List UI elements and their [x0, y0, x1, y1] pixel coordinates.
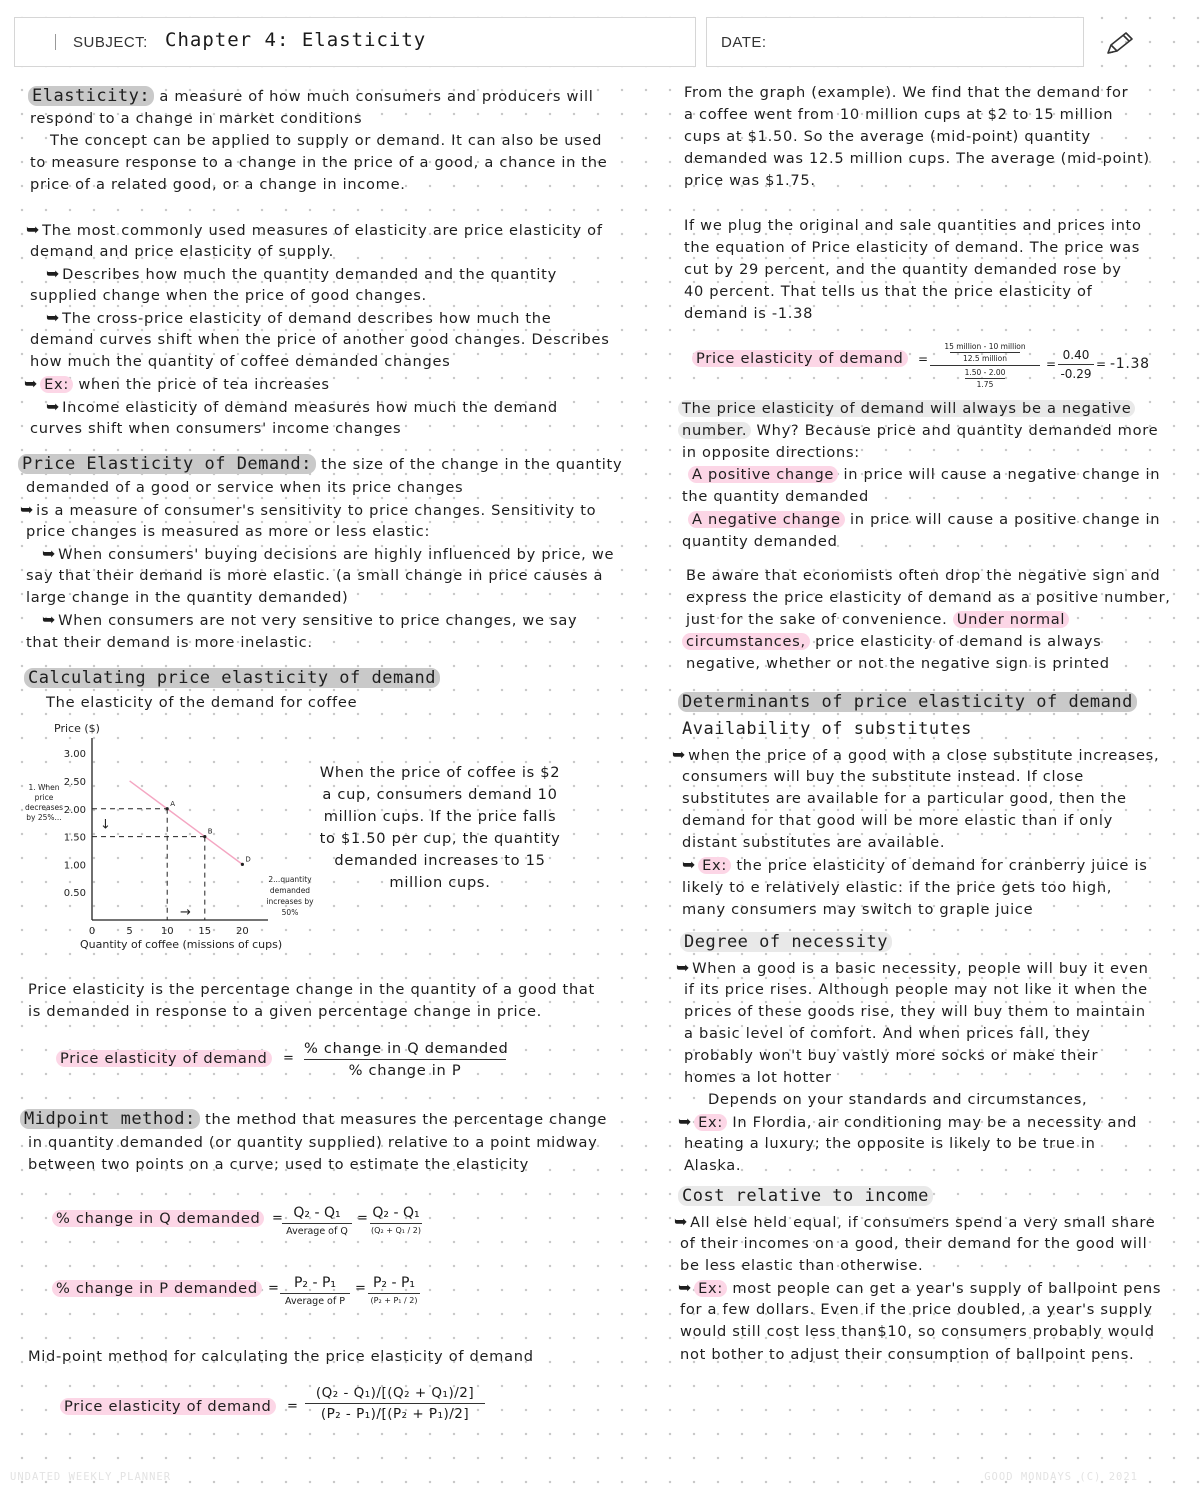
arrow-icon: ➥: [682, 855, 697, 874]
fq-eq: =: [272, 1211, 284, 1226]
inelastic-line2: that their demand is more inelastic.: [26, 634, 313, 651]
elastic-text: When consumers' buying decisions are highly influenced by price, we: [58, 546, 615, 563]
date-label: DATE:: [721, 34, 767, 51]
y-tick-label: 2.50: [63, 776, 86, 788]
aware-text: just for the sake of convenience.: [686, 611, 953, 628]
x-tick-label: 0: [88, 926, 96, 937]
plug-line1: If we plug the original and sale quantities and prices into: [684, 217, 1142, 234]
arrow-icon: ➥: [20, 500, 35, 519]
cost-ex-text: most people can get a year's supply of ballpoint pens: [726, 1280, 1162, 1297]
pe-def-line1: Price elasticity is the percentage change in the quantity of a good that: [28, 981, 595, 998]
f3-label-text: Price elasticity of demand: [60, 1398, 276, 1415]
positive-change-hl: A positive change: [688, 466, 838, 483]
chart-title: The elasticity of the demand for coffee: [46, 694, 358, 711]
elastic-line3: large change in the quantity demanded): [26, 589, 349, 606]
cross-price-line2: demand curves shift when the price of another good changes. Describes: [30, 331, 610, 348]
negative-change-line1: [688, 509, 1160, 531]
cross-price-line3: how much the quantity of coffee demanded changes: [30, 353, 451, 370]
need-line2: if its price rises. Although people may not like it when the: [684, 981, 1148, 998]
fq-den2: (Q₂ + Q₁ / 2): [371, 1226, 421, 1235]
ped-term: Price Elasticity of Demand:: [18, 454, 316, 474]
cost-line1: [674, 1211, 1155, 1234]
f3-num: (Q₂ - Q₁)/[(Q₂ + Q₁)/2]: [315, 1385, 475, 1401]
f3-den: (P₂ - P₁)/[(P₂ + P₁)/2]: [320, 1406, 470, 1422]
x-tick-label: 5: [126, 926, 133, 937]
negative-text-rest: Why? Because price and quantity demanded more: [751, 422, 1159, 439]
ex-text: when the price of tea increases: [72, 376, 330, 393]
point-label: B: [207, 827, 213, 836]
aware-line5: negative, whether or not the negative sign is printed: [686, 655, 1110, 672]
arrow-icon: ➥: [46, 308, 61, 327]
elasticity-def-text: a measure of how much consumers and producers will: [154, 88, 594, 105]
fq-label-text: % change in Q demanded: [52, 1210, 264, 1227]
need-heading-line: [680, 931, 892, 954]
price-note-line: decreases: [24, 803, 64, 812]
calc-eq: =: [918, 352, 929, 366]
graph-line3: cups at $1.50. So the average (mid-point) quantity: [684, 128, 1091, 145]
concept-line3: price of a related good, or a change in income.: [30, 176, 406, 193]
y-tick-label: 1.00: [63, 860, 86, 872]
negative-text: number.: [678, 422, 751, 439]
avail-ex-line2: likely to e relatively elastic: if the price gets too high,: [682, 879, 1113, 896]
ex-label: Ex:: [694, 1280, 727, 1297]
det-heading-line: [678, 691, 1137, 714]
need-line5: probably won't buy vastly more socks or make their: [684, 1047, 1099, 1064]
aware-text: price elasticity of demand is always: [809, 633, 1102, 650]
aware-line4: [682, 631, 1101, 653]
cost-line3: be less elastic than otherwise.: [680, 1257, 924, 1274]
need-text: When a good is a basic necessity, people will buy it even: [692, 960, 1149, 977]
negative-line1: [678, 398, 1135, 420]
chart-note-line: a cup, consumers demand 10: [322, 786, 558, 803]
qty-note-line: demanded: [269, 886, 311, 895]
chart-note-line: to $1.50 per cup, the quantity: [319, 830, 561, 847]
aware-line2: express the price elasticity of demand as a positive number,: [686, 589, 1171, 606]
midpoint-term: Midpoint method:: [20, 1109, 200, 1129]
need-line4: a basic level of comfort. And when prices fall, they: [684, 1025, 1091, 1042]
arrow-icon: ➥: [676, 958, 691, 977]
cost-line2: of their incomes on a good, their demand for the good will: [680, 1235, 1148, 1252]
common-measures-text: The most commonly used measures of elasticity are price elasticity of: [42, 222, 603, 239]
fp-eq2: =: [355, 1281, 367, 1296]
arrow-icon: ➥: [24, 374, 39, 393]
fq-num2: Q₂ - Q₁: [372, 1205, 420, 1221]
price-note-line: 1. When: [28, 783, 60, 792]
need-ex-line2: heating a luxury; the opposite is likely to be true in: [684, 1135, 1096, 1152]
avail-line5: distant substitutes are available.: [682, 834, 946, 851]
x-tick-label: 20: [236, 926, 249, 937]
income-text: Income elasticity of demand measures how much the demand: [62, 399, 558, 416]
footer-left: UNDATED WEEKLY PLANNER: [10, 1471, 172, 1483]
qty-note-line: 50%: [281, 908, 299, 917]
fq-num: Q₂ - Q₁: [293, 1205, 341, 1221]
fraction-bar: [950, 352, 1020, 353]
qty-note-line: 2...quantity: [268, 875, 312, 884]
fq-eq2: =: [357, 1211, 369, 1226]
avail-line3: substitutes are available for a particular good, then the: [682, 790, 1127, 807]
chart-note-line: When the price of coffee is $2: [319, 764, 561, 781]
calc-qden: 12.5 million: [962, 354, 1008, 363]
avail-line1: [672, 744, 1159, 767]
det-heading: Determinants of price elasticity of demand: [678, 692, 1137, 712]
negative-change-hl: A negative change: [688, 511, 845, 528]
negative-change-text: in price will cause a positive change in: [844, 511, 1161, 528]
calc-q-fraction: [930, 342, 1040, 363]
elasticity-term: Elasticity:: [28, 86, 154, 106]
sensitivity-line2: price changes is measured as more or less elastic:: [26, 523, 431, 540]
plug-line2: the equation of Price elasticity of demand. The price was: [684, 239, 1141, 256]
calc-eq2: =: [1046, 357, 1057, 371]
describes-line2: supplied change when the price of good changes.: [30, 287, 427, 304]
ped-line2: demanded of a good or service when its price changes: [26, 479, 464, 496]
calc-pnum: 1.50 - 2.00: [964, 368, 1006, 377]
need-line3: prices of these goods rise, they will buy them to maintain: [684, 1003, 1146, 1020]
f3-eq: =: [287, 1399, 299, 1414]
calc-pden: 1.75: [976, 380, 994, 389]
graph-line4: demanded was 12.5 million cups. The average (mid-point): [684, 150, 1150, 167]
pe-def-line2: is demanded in response to a given percentage change in price.: [28, 1003, 543, 1020]
need-line1: [676, 957, 1149, 980]
ex-label: Ex:: [694, 1114, 727, 1131]
positive-change-line2: the quantity demanded: [682, 488, 869, 505]
avail-ex-line3: many consumers may switch to graple juice: [682, 901, 1034, 918]
fq-den: Average of Q: [286, 1226, 348, 1237]
fraction-bar: [1058, 364, 1094, 365]
describes-text: Describes how much the quantity demanded and the quantity: [62, 266, 557, 283]
income-line2: curves shift when consumers' income changes: [30, 420, 402, 437]
chart-note-line: demanded increases to 15: [334, 852, 546, 869]
negative-text: The price elasticity of demand will always be a negative: [678, 400, 1135, 417]
positive-change-text: in price will cause a negative change in: [838, 466, 1161, 483]
plug-line3: cut by 29 percent, and the quantity demanded rose by: [684, 261, 1122, 278]
aware-line1: Be aware that economists often drop the negative sign and: [686, 567, 1161, 584]
midpoint-line2: in quantity demanded (or quantity supplied) relative to a point midway: [28, 1134, 598, 1151]
graph-line2: a coffee went from 10 million cups at $2 to 15 million: [684, 106, 1114, 123]
ped-def-text: the size of the change in the quantity: [315, 456, 623, 473]
need-line7: Depends on your standards and circumstances,: [708, 1091, 1088, 1108]
elasticity-def-line2: respond to a change in market conditions: [30, 110, 363, 127]
plug-line4: 40 percent. That tells us that the price elasticity of: [684, 283, 1093, 300]
elastic-line2: say that their demand is more elastic. (a small change in price causes a: [26, 567, 604, 584]
need-ex-text: In Flordia, air conditioning may be a necessity and: [726, 1114, 1138, 1131]
graph-line1: From the graph (example). We find that the demand for: [684, 84, 1129, 101]
point-label: A: [170, 799, 175, 808]
arrow-icon: ➥: [42, 610, 57, 629]
cost-text: All else held equal, if consumers spend a very small share: [690, 1214, 1156, 1231]
calc-qnum: 15 million - 10 million: [944, 342, 1026, 351]
mid-calc-line: Mid-point method for calculating the price elasticity of demand: [28, 1348, 534, 1365]
fraction-bar: [930, 365, 1040, 366]
need-heading: Degree of necessity: [680, 932, 892, 952]
calc-eq3: =: [1096, 357, 1107, 371]
avail-ex-line1: [682, 854, 1148, 877]
calc-den: -0.29: [1060, 367, 1092, 381]
graph-line5: price was $1.75.: [684, 172, 816, 189]
aware-hl: circumstances,: [682, 633, 810, 650]
cross-price-text: The cross-price elasticity of demand describes how much the: [62, 310, 552, 327]
price-note-line: price: [34, 793, 54, 802]
avail-text: when the price of a good with a close substitute increases,: [688, 747, 1160, 764]
calc-result-fraction: [1058, 348, 1094, 381]
sensitivity-text: is a measure of consumer's sensitivity to price changes. Sensitivity to: [36, 502, 597, 519]
point-label: D: [245, 855, 251, 864]
chart-note-line: million cups. If the price falls: [323, 808, 557, 825]
down-arrow-icon: ↓: [100, 817, 111, 833]
cost-ex-line1: [678, 1277, 1161, 1300]
concept-line1: The concept can be applied to supply or demand. It can also be used: [50, 132, 603, 149]
fp-den2: (P₂ + P₁ / 2): [370, 1296, 418, 1305]
y-tick-label: 1.50: [63, 832, 86, 844]
calc-big-fraction: [930, 342, 1040, 389]
cost-ex-line4: not bother to adjust their consumption of ballpoint pens.: [680, 1346, 1135, 1363]
arrow-icon: ➥: [678, 1278, 693, 1297]
right-arrow-icon: →: [180, 905, 191, 920]
fp-num2: P₂ - P₁: [372, 1275, 416, 1291]
aware-hl: Under normal: [953, 611, 1069, 628]
y-tick-label: 0.50: [63, 888, 86, 900]
midpoint-line3: between two points on a curve; used to estimate the elasticity: [28, 1156, 529, 1173]
arrow-icon: ➥: [46, 264, 61, 283]
calc-num: 0.40: [1062, 348, 1090, 362]
fp-num: P₂ - P₁: [293, 1275, 337, 1291]
need-line6: homes a lot hotter: [684, 1069, 832, 1086]
fp-den: Average of P: [285, 1296, 345, 1307]
need-ex-line3: Alaska.: [684, 1157, 742, 1174]
cost-heading: Cost relative to income: [678, 1186, 933, 1206]
calc-heading: Calculating price elasticity of demand: [24, 668, 440, 688]
avail-line2: consumers will buy the substitute instead. If close: [682, 768, 1084, 785]
plug-line5: demand is -1.38: [684, 305, 814, 322]
arrow-icon: ➥: [46, 397, 61, 416]
arrow-icon: ➥: [42, 544, 57, 563]
fp-label-text: % change in P demanded: [52, 1280, 262, 1297]
price-note-line: by 25%...: [26, 813, 62, 822]
cost-ex-line3: would still cost less than$10, so consumers probably would: [680, 1323, 1155, 1340]
fraction-bar: [965, 378, 1005, 379]
formula1-den: % change in P: [348, 1062, 462, 1079]
formula1-eq: =: [283, 1051, 295, 1066]
x-axis-label: Quantity of coffee (missions of cups): [80, 938, 283, 951]
formula1-label-text: Price elasticity of demand: [56, 1050, 272, 1067]
common-measures-line2: demand and price elasticity of supply.: [30, 243, 334, 260]
calc-label: [692, 348, 908, 370]
calc-label-text: Price elasticity of demand: [692, 350, 908, 367]
ex-label: Ex:: [698, 857, 731, 874]
calc-p-fraction: [930, 368, 1040, 389]
cost-ex-line2: for a few dollars. Even if the price doubled, a year's supply: [680, 1301, 1153, 1318]
negative-change-line2: quantity demanded: [682, 533, 838, 550]
footer-right: GOOD MONDAYS (C) 2021: [984, 1471, 1138, 1483]
positive-change-line1: [688, 464, 1160, 486]
calc-result: -1.38: [1110, 356, 1150, 372]
y-tick-label: 2.00: [63, 804, 86, 816]
need-ex-line1: [678, 1111, 1137, 1134]
arrow-icon: ➥: [674, 1212, 689, 1231]
qty-note-line: increases by: [266, 897, 314, 906]
negative-line3: in opposite directions:: [682, 444, 860, 461]
ex-label: Ex:: [40, 376, 73, 393]
y-tick-label: 3.00: [63, 749, 86, 761]
subject-label: SUBJECT:: [73, 34, 148, 51]
chart-note-line: million cups.: [389, 874, 491, 891]
formula1-num: % change in Q demanded: [304, 1040, 509, 1057]
x-tick-label: 15: [198, 926, 212, 937]
inelastic-text: When consumers are not very sensitive to price changes, we say: [58, 612, 578, 629]
avail-ex-text: the price elasticity of demand for cranberry juice is: [730, 857, 1148, 874]
avail-heading: Availability of substitutes: [682, 719, 972, 739]
x-tick-label: 10: [160, 926, 174, 937]
y-axis-label: Price ($): [54, 722, 100, 735]
fp-eq: =: [268, 1281, 280, 1296]
concept-line2: to measure response to a change in the price of a good, a chance in the: [30, 154, 608, 171]
cost-heading-line: [678, 1185, 933, 1208]
arrow-icon: ➥: [678, 1112, 693, 1131]
negative-line2: [678, 420, 1158, 442]
arrow-icon: ➥: [672, 745, 687, 764]
arrow-icon: ➥: [26, 220, 41, 239]
subject-value: Chapter 4: Elasticity: [165, 29, 427, 51]
aware-line3: [686, 609, 1069, 631]
midpoint-def-text: the method that measures the percentage change: [199, 1111, 608, 1128]
avail-line4: demand for that good will be more elastic than if only: [682, 812, 1113, 829]
